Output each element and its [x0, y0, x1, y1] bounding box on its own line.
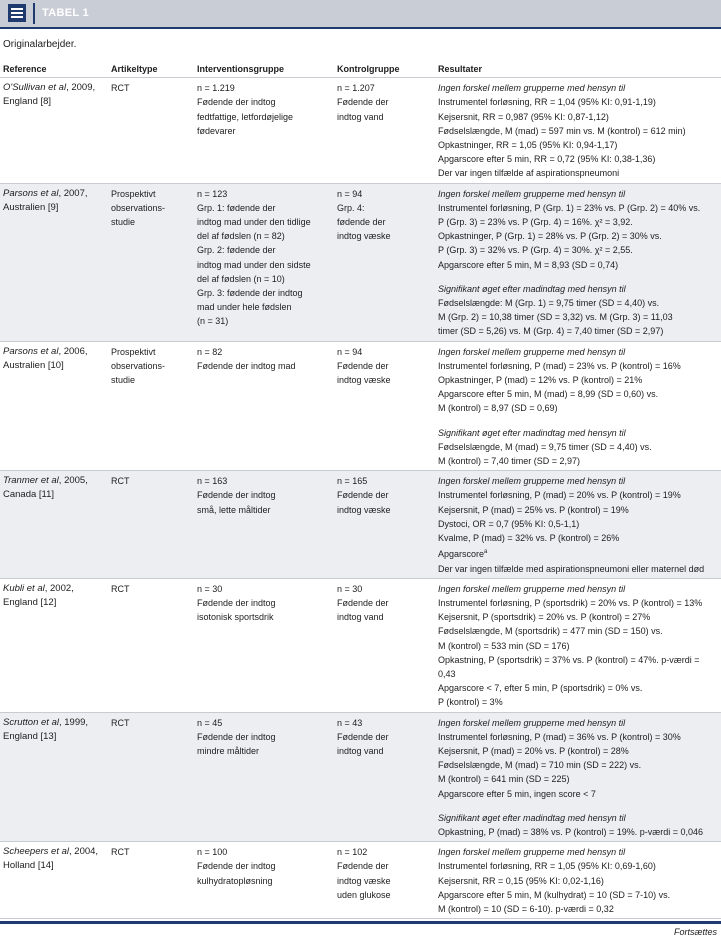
results-heading	[438, 582, 718, 596]
article-type-cell	[108, 842, 194, 919]
results-text: M (kontrol) = 7,40 timer (SD = 2,97)	[438, 456, 581, 467]
table-row	[0, 341, 721, 471]
intervention-line: mindre måltider	[197, 745, 260, 756]
results-text: Instrumentel forløsning, RR = 1,05 (95% KI: 0,69-1,60)	[438, 861, 656, 872]
control-cell	[334, 78, 435, 183]
results-cell	[435, 183, 721, 341]
control-cell	[334, 471, 435, 578]
intervention-line: Fødende der indtog	[197, 861, 276, 872]
results-line	[438, 902, 718, 916]
control-line: Fødende der	[337, 97, 389, 108]
article-type-cell	[108, 183, 194, 341]
results-text: M (kontrol) = 533 min (SD = 176)	[438, 640, 570, 651]
reference-author: Parsons et al	[3, 187, 59, 199]
results-line	[438, 110, 718, 124]
results-text: Ingen forskel mellem grupperne med hensyn til	[438, 717, 626, 728]
results-line	[438, 229, 718, 243]
article-type-cell	[108, 578, 194, 712]
results-text: Opkastninger, P (mad) = 12% vs. P (kontrol) = 21%	[438, 375, 643, 386]
column-header-intervention: Interventionsgruppe	[194, 60, 334, 78]
control-line: n = 30	[337, 583, 363, 594]
footnote-marker: a	[484, 549, 488, 556]
reference-cell	[0, 78, 108, 183]
intervention-line: Grp. 3: fødende der indtog	[197, 288, 303, 299]
results-text: Der var ingen tilfælde af aspirationspneumoni	[438, 168, 620, 179]
results-line	[438, 888, 718, 902]
results-text: Ingen forskel mellem grupperne med hensyn til	[438, 847, 626, 858]
control-line: n = 43	[337, 717, 363, 728]
article-type-line: RCT	[111, 717, 130, 728]
intervention-line: indtog mad under den tidlige	[197, 217, 311, 228]
results-text: P (Grp. 3) = 32% vs. P (Grp. 4) = 30%. χ² = 2,55.	[438, 245, 633, 256]
results-text: Kvalme, P (mad) = 32% vs. P (kontrol) = 26%	[438, 533, 620, 544]
reference-country: Australien [10]	[3, 359, 64, 371]
intervention-line: Fødende der indtog mad	[197, 360, 296, 371]
intervention-line: (n = 31)	[197, 316, 229, 327]
results-line	[438, 503, 718, 517]
results-text: Instrumentel forløsning, RR = 1,04 (95% KI: 0,91-1,19)	[438, 97, 656, 108]
results-text: Instrumentel forløsning, P (mad) = 23% vs. P (kontrol) = 16%	[438, 360, 681, 371]
results-line	[438, 610, 718, 624]
results-line	[438, 545, 718, 561]
intervention-cell	[194, 183, 334, 341]
results-line	[438, 825, 718, 839]
results-line	[438, 124, 718, 138]
results-line	[438, 310, 718, 324]
reference-year: , 2009,	[66, 82, 96, 94]
results-text: Signifikant øget efter madindtag med hensyn til	[438, 812, 626, 823]
results-cell	[435, 341, 721, 471]
column-header-article-type: Artikeltype	[108, 60, 194, 78]
results-line	[438, 488, 718, 502]
results-text: Kejsersnit, RR = 0,987 (95% KI: 0,87-1,12)	[438, 111, 609, 122]
article-type-line: RCT	[111, 83, 130, 94]
results-line	[438, 359, 718, 373]
article-type-cell	[108, 341, 194, 471]
control-line: indtog vand	[337, 111, 384, 122]
results-heading	[438, 811, 718, 825]
intervention-cell	[194, 578, 334, 712]
intervention-line: Fødende der indtog	[197, 490, 276, 501]
table-header-bar	[0, 0, 721, 29]
control-line: indtog væske	[337, 504, 391, 515]
results-text: M (Grp. 2) = 10,38 timer (SD = 3,32) vs. M (Grp. 3) = 11,03	[438, 312, 673, 323]
results-text: M (kontrol) = 641 min (SD = 225)	[438, 774, 570, 785]
results-text: Instrumentel forløsning, P (sportsdrik) = 20% vs. P (kontrol) = 13%	[438, 597, 703, 608]
results-spacer	[438, 272, 718, 282]
reference-cell	[0, 471, 108, 578]
results-text: Apgarscore efter 5 min, ingen score < 7	[438, 788, 596, 799]
article-type-line: Prospektivt	[111, 188, 156, 199]
results-text: Ingen forskel mellem grupperne med hensyn til	[438, 476, 626, 487]
results-heading	[438, 81, 718, 95]
results-line	[438, 758, 718, 772]
article-type-cell	[108, 471, 194, 578]
intervention-cell	[194, 78, 334, 183]
results-text: P (Grp. 3) = 23% vs. P (Grp. 4) = 16%. χ² = 3,92.	[438, 217, 633, 228]
results-heading	[438, 187, 718, 201]
intervention-line: Grp. 1: fødende der	[197, 202, 276, 213]
results-line	[438, 653, 718, 681]
reference-author: O'Sullivan et al	[3, 82, 67, 94]
control-cell	[334, 341, 435, 471]
results-heading	[438, 282, 718, 296]
intervention-line: kulhydratopløsning	[197, 875, 273, 886]
results-cell	[435, 842, 721, 919]
intervention-line: n = 123	[197, 188, 228, 199]
results-text: timer (SD = 5,26) vs. M (Grp. 4) = 7,40 timer (SD = 2,97)	[438, 326, 664, 337]
results-text: Ingen forskel mellem grupperne med hensyn til	[438, 346, 626, 357]
intervention-line: Grp. 2: fødende der	[197, 245, 276, 256]
results-line	[438, 258, 718, 272]
control-line: indtog væske	[337, 875, 391, 886]
results-line	[438, 787, 718, 801]
results-text: Ingen forskel mellem grupperne med hensyn til	[438, 83, 626, 94]
results-text: Instrumentel forløsning, P (mad) = 36% vs. P (kontrol) = 30%	[438, 731, 681, 742]
reference-year: , 2004,	[69, 846, 99, 858]
column-header-reference: Reference	[0, 60, 108, 78]
document-list-icon	[8, 4, 26, 22]
results-text: Fødselslængde, M (mad) = 597 min vs. M (kontrol) = 612 min)	[438, 125, 686, 136]
article-type-line: RCT	[111, 583, 130, 594]
results-line	[438, 639, 718, 653]
results-text: Fødselslængde, M (mad) = 710 min (SD = 222) vs.	[438, 760, 642, 771]
control-line: indtog vand	[337, 612, 384, 623]
article-type-line: observations-	[111, 360, 166, 371]
control-cell	[334, 712, 435, 842]
results-heading	[438, 474, 718, 488]
results-line	[438, 201, 718, 215]
intervention-line: fødevarer	[197, 125, 236, 136]
results-line	[438, 681, 718, 695]
table-row	[0, 578, 721, 712]
results-line	[438, 401, 718, 415]
results-text: Ingen forskel mellem grupperne med hensyn til	[438, 188, 626, 199]
results-line	[438, 695, 718, 709]
intervention-line: n = 163	[197, 476, 228, 487]
reference-author: Tranmer et al	[3, 475, 59, 487]
article-type-line: studie	[111, 217, 136, 228]
control-line: n = 102	[337, 847, 368, 858]
intervention-line: små, lette måltider	[197, 504, 271, 515]
column-header-control: Kontrolgruppe	[334, 60, 435, 78]
reference-year: , 2006,	[58, 345, 88, 357]
column-header-results: Resultater	[435, 60, 721, 78]
results-text: Fødselslængde, M (mad) = 9,75 timer (SD = 4,40) vs.	[438, 441, 652, 452]
control-line: Grp. 4:	[337, 202, 365, 213]
reference-cell	[0, 183, 108, 341]
control-cell	[334, 183, 435, 341]
results-text: Apgarscore efter 5 min, M = 8,93 (SD = 0,74)	[438, 259, 619, 270]
reference-author: Scheepers et al	[3, 846, 70, 858]
reference-year: , 2007,	[58, 187, 88, 199]
results-line	[438, 138, 718, 152]
control-line: Fødende der	[337, 731, 389, 742]
reference-country: Holland [14]	[3, 860, 54, 872]
intervention-line: n = 82	[197, 346, 223, 357]
results-line	[438, 373, 718, 387]
results-cell	[435, 471, 721, 578]
results-line	[438, 596, 718, 610]
results-line	[438, 95, 718, 109]
results-text: Apgarscore < 7, efter 5 min, P (sportsdrik) = 0% vs.	[438, 683, 643, 694]
intervention-cell	[194, 842, 334, 919]
header-divider	[33, 3, 35, 24]
results-text: P (kontrol) = 3%	[438, 697, 503, 708]
results-text: Instrumentel forløsning, P (Grp. 1) = 23% vs. P (Grp. 2) = 40% vs.	[438, 202, 701, 213]
table-body	[0, 78, 721, 919]
article-type-line: studie	[111, 375, 136, 386]
results-text: Apgarscore efter 5 min, RR = 0,72 (95% KI: 0,38-1,36)	[438, 154, 656, 165]
article-type-line: RCT	[111, 476, 130, 487]
results-cell	[435, 712, 721, 842]
results-spacer	[438, 801, 718, 811]
control-line: n = 165	[337, 476, 368, 487]
results-text: Dystoci, OR = 0,7 (95% KI: 0,5-1,1)	[438, 518, 580, 529]
intervention-cell	[194, 471, 334, 578]
results-line	[438, 859, 718, 873]
intervention-line: del af fødslen (n = 10)	[197, 273, 285, 284]
results-text: Apgarscore efter 5 min, M (kulhydrat) = 10 (SD = 7-10) vs.	[438, 889, 671, 900]
table-title: TABEL 1	[42, 7, 89, 19]
results-line	[438, 215, 718, 229]
control-line: Fødende der	[337, 597, 389, 608]
table-header-row	[0, 60, 721, 78]
article-type-cell	[108, 712, 194, 842]
reference-cell	[0, 341, 108, 471]
intervention-line: n = 1.219	[197, 83, 235, 94]
intervention-line: mad under hele fødslen	[197, 302, 292, 313]
results-text: M (kontrol) = 10 (SD = 6-10). p-værdi = 0,32	[438, 903, 614, 914]
intervention-line: fedtfattige, letfordøjelige	[197, 111, 294, 122]
intervention-line: Fødende der indtog	[197, 731, 276, 742]
article-type-line: Prospektivt	[111, 346, 156, 357]
table-row	[0, 78, 721, 183]
results-heading	[438, 345, 718, 359]
control-line: uden glukose	[337, 889, 391, 900]
results-line	[438, 324, 718, 338]
table-row	[0, 183, 721, 341]
reference-country: Canada [11]	[3, 489, 55, 501]
article-type-line: observations-	[111, 202, 166, 213]
results-text: Apgarscore	[438, 549, 485, 560]
intervention-cell	[194, 712, 334, 842]
results-line	[438, 517, 718, 531]
control-line: indtog væske	[337, 375, 391, 386]
intervention-line: Fødende der indtog	[197, 597, 276, 608]
control-line: indtog væske	[337, 231, 391, 242]
results-heading	[438, 716, 718, 730]
table-subtitle: Originalarbejder.	[3, 39, 77, 50]
results-line	[438, 166, 718, 180]
control-line: fødende der	[337, 217, 386, 228]
control-cell	[334, 842, 435, 919]
control-line: indtog vand	[337, 745, 384, 756]
control-line: Fødende der	[337, 490, 389, 501]
results-text: M (kontrol) = 8,97 (SD = 0,69)	[438, 403, 558, 414]
intervention-line: del af fødslen (n = 82)	[197, 231, 285, 242]
control-line: Fødende der	[337, 861, 389, 872]
results-line	[438, 440, 718, 454]
results-cell	[435, 578, 721, 712]
intervention-line: n = 30	[197, 583, 223, 594]
reference-cell	[0, 578, 108, 712]
reference-author: Scrutton et al	[3, 716, 59, 728]
control-line: n = 1.207	[337, 83, 375, 94]
reference-year: , 1999,	[58, 716, 89, 728]
results-text: Der var ingen tilfælde med aspirationspneumoni eller maternel død	[438, 563, 705, 574]
intervention-line: n = 100	[197, 847, 228, 858]
results-line	[438, 562, 718, 576]
results-text: Fødselslængde, M (sportsdrik) = 477 min (SD = 150) vs.	[438, 626, 663, 637]
reference-cell	[0, 842, 108, 919]
results-text: Kejsersnit, RR = 0,15 (95% KI: 0,02-1,16)	[438, 875, 604, 886]
results-text: Kejsersnit, P (mad) = 25% vs. P (kontrol) = 19%	[438, 504, 629, 515]
reference-author: Parsons et al	[3, 345, 59, 357]
control-cell	[334, 578, 435, 712]
intervention-line: n = 45	[197, 717, 223, 728]
table-row	[0, 842, 721, 919]
control-line: n = 94	[337, 188, 363, 199]
reference-country: England [8]	[3, 96, 52, 108]
results-line	[438, 296, 718, 310]
footer-rule	[0, 921, 721, 924]
article-type-line: RCT	[111, 847, 130, 858]
results-line	[438, 387, 718, 401]
results-text: Apgarscore efter 5 min, M (mad) = 8,99 (SD = 0,60) vs.	[438, 389, 659, 400]
reference-year: , 2005,	[58, 475, 88, 487]
results-line	[438, 730, 718, 744]
results-text: Fødselslængde: M (Grp. 1) = 9,75 timer (SD = 4,40) vs.	[438, 298, 660, 309]
intervention-line: Fødende der indtog	[197, 97, 276, 108]
reference-year: , 2002,	[44, 582, 74, 594]
results-text: Opkastninger, RR = 1,05 (95% KI: 0,94-1,17)	[438, 140, 618, 151]
results-text: Signifikant øget efter madindtag med hensyn til	[438, 427, 626, 438]
results-heading	[438, 426, 718, 440]
results-line	[438, 744, 718, 758]
results-cell	[435, 78, 721, 183]
continued-note: Fortsættes	[673, 927, 717, 937]
results-line	[438, 772, 718, 786]
results-line	[438, 624, 718, 638]
results-line	[438, 874, 718, 888]
studies-table	[0, 60, 721, 919]
results-heading	[438, 845, 718, 859]
reference-country: England [12]	[3, 596, 57, 608]
results-line	[438, 454, 718, 468]
results-line	[438, 531, 718, 545]
control-line: n = 94	[337, 346, 363, 357]
results-text: Ingen forskel mellem grupperne med hensyn til	[438, 583, 626, 594]
reference-author: Kubli et al	[3, 582, 45, 594]
results-text: Instrumentel forløsning, P (mad) = 20% vs. P (kontrol) = 19%	[438, 490, 681, 501]
results-text: Kejsersnit, P (sportsdrik) = 20% vs. P (kontrol) = 27%	[438, 612, 651, 623]
results-text: Opkastning, P (sportsdrik) = 37% vs. P (kontrol) = 47%. p-værdi = 0,43	[438, 654, 700, 679]
results-spacer	[438, 416, 718, 426]
results-text: Signifikant øget efter madindtag med hensyn til	[438, 283, 626, 294]
reference-country: Australien [9]	[3, 201, 59, 213]
table-row	[0, 471, 721, 578]
reference-country: England [13]	[3, 730, 57, 742]
intervention-line: indtog mad under den sidste	[197, 259, 311, 270]
results-text: Opkastninger, P (Grp. 1) = 28% vs. P (Grp. 2) = 30% vs.	[438, 231, 662, 242]
article-type-cell	[108, 78, 194, 183]
intervention-line: isotonisk sportsdrik	[197, 612, 274, 623]
table-row	[0, 712, 721, 842]
results-line	[438, 243, 718, 257]
results-text: Opkastning, P (mad) = 38% vs. P (kontrol) = 19%. p-værdi = 0,046	[438, 826, 704, 837]
control-line: Fødende der	[337, 360, 389, 371]
results-text: Kejsersnit, P (mad) = 20% vs. P (kontrol) = 28%	[438, 745, 629, 756]
results-line	[438, 152, 718, 166]
reference-cell	[0, 712, 108, 842]
intervention-cell	[194, 341, 334, 471]
